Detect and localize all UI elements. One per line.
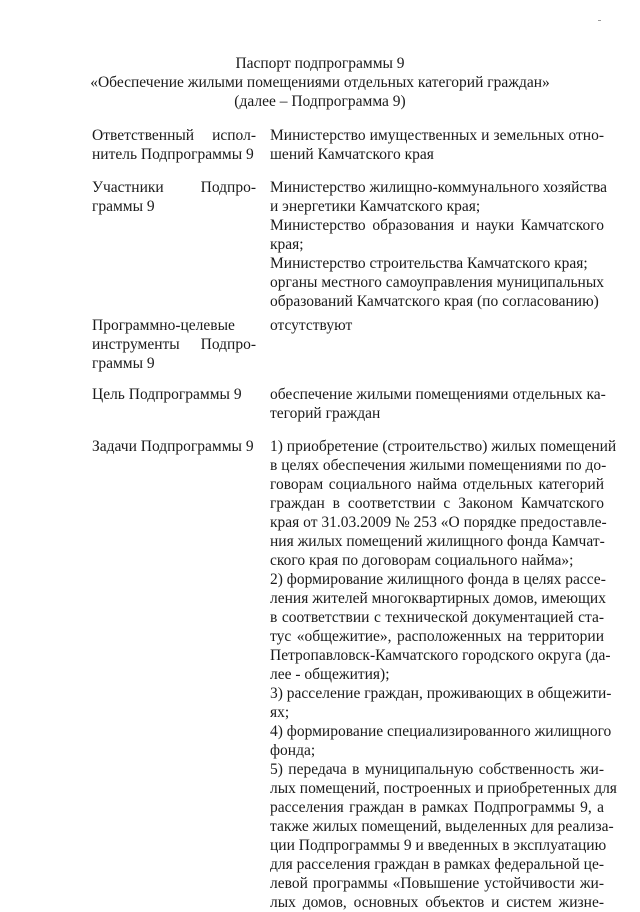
- value-line: ления жителей многоквартирных домов, имеющих: [270, 590, 606, 607]
- label-line: граммы 9: [92, 198, 155, 215]
- value-line: образований Камчатского края (по согласованию): [270, 293, 599, 310]
- value-line: края от 31.03.2009 № 253 «О порядке предоставле-: [270, 514, 607, 531]
- value-line: лее - общежития);: [270, 666, 390, 683]
- value-line: ского края по договорам социального найма»;: [270, 552, 574, 569]
- value-line: лых домов, основных объектов и систем жизне-: [270, 894, 604, 911]
- label-line: нитель Подпрограммы 9: [92, 146, 254, 163]
- label-line: Задачи Подпрограммы 9: [92, 438, 254, 455]
- value-line: тус «общежитие», расположенных на территории: [270, 628, 604, 645]
- row-value: [270, 178, 608, 311]
- value-line: шений Камчатского края: [270, 146, 434, 163]
- title-line-3: (далее – Подпрограмма 9): [234, 93, 406, 110]
- passport-title: [0, 54, 640, 111]
- value-line: обеспечение жилыми помещениями отдельных ка-: [270, 386, 606, 403]
- title-line-2: «Обеспечение жилыми помещениями отдельных категорий граждан»: [90, 74, 550, 91]
- label-line: граммы 9: [92, 355, 155, 372]
- row-value: [270, 437, 617, 912]
- label-line: Участники Подпро-: [92, 179, 256, 196]
- value-line: граждан в соответствии с Законом Камчатского: [270, 495, 604, 512]
- row-label: [92, 316, 256, 373]
- row-label: [92, 385, 256, 404]
- value-line: для расселения граждан в рамках федеральной це-: [270, 856, 604, 873]
- value-line: 3) расселение граждан, проживающих в общежити-: [270, 685, 612, 702]
- label-line: инструменты Подпро-: [92, 336, 256, 353]
- value-line: Петропавловск-Камчатского городского округа (да-: [270, 647, 611, 664]
- value-line: ции Подпрограммы 9 и введенных в эксплуатацию: [270, 837, 607, 854]
- value-line: Министерство имущественных и земельных отно-: [270, 127, 604, 144]
- value-line: тегорий граждан: [270, 405, 381, 422]
- value-line: Министерство образования и науки Камчатского: [270, 217, 604, 234]
- value-line: 2) формирование жилищного фонда в целях рассе-: [270, 571, 606, 588]
- value-line: лых помещений, построенных и приобретенных для: [270, 780, 617, 797]
- value-line: фонда;: [270, 742, 316, 759]
- row-value: [270, 126, 604, 164]
- value-line: 1) приобретение (строительство) жилых помещений: [270, 438, 617, 455]
- value-line: отсутствуют: [270, 317, 353, 334]
- value-line: 4) формирование специализированного жилищного: [270, 723, 612, 740]
- value-line: органы местного самоуправления муниципальных: [270, 274, 604, 291]
- row-value: [270, 316, 604, 335]
- value-line: Министерство строительства Камчатского края;: [270, 255, 588, 272]
- row-label: [92, 437, 256, 456]
- value-line: 5) передача в муниципальную собственность жи-: [270, 761, 604, 778]
- label-line: Ответственный испол-: [92, 127, 256, 144]
- value-line: расселения граждан в рамках Подпрограммы 9, а: [270, 799, 604, 816]
- value-line: края;: [270, 236, 304, 253]
- value-line: говорам социального найма отдельных категорий: [270, 476, 604, 493]
- row-value: [270, 385, 604, 423]
- value-line: в соответствии с технической документацией ста-: [270, 609, 604, 626]
- row-label: [92, 126, 256, 164]
- value-line: ния жилых помещений жилищного фонда Камчат-: [270, 533, 605, 550]
- value-line: в целях обеспечения жилыми помещениями по до-: [270, 457, 607, 474]
- value-line: также жилых помещений, выделенных для реализа-: [270, 818, 614, 835]
- value-line: Министерство жилищно-коммунального хозяйства: [270, 179, 608, 196]
- title-line-1: Паспорт подпрограммы 9: [235, 55, 405, 72]
- value-line: ях;: [270, 704, 290, 721]
- value-line: левой программы «Повышение устойчивости жи-: [270, 875, 604, 892]
- label-line: Программно-целевые: [92, 317, 235, 334]
- label-line: Цель Подпрограммы 9: [92, 386, 242, 403]
- scan-mark: [598, 20, 601, 21]
- value-line: и энергетики Камчатского края;: [270, 198, 481, 215]
- row-label: [92, 178, 256, 216]
